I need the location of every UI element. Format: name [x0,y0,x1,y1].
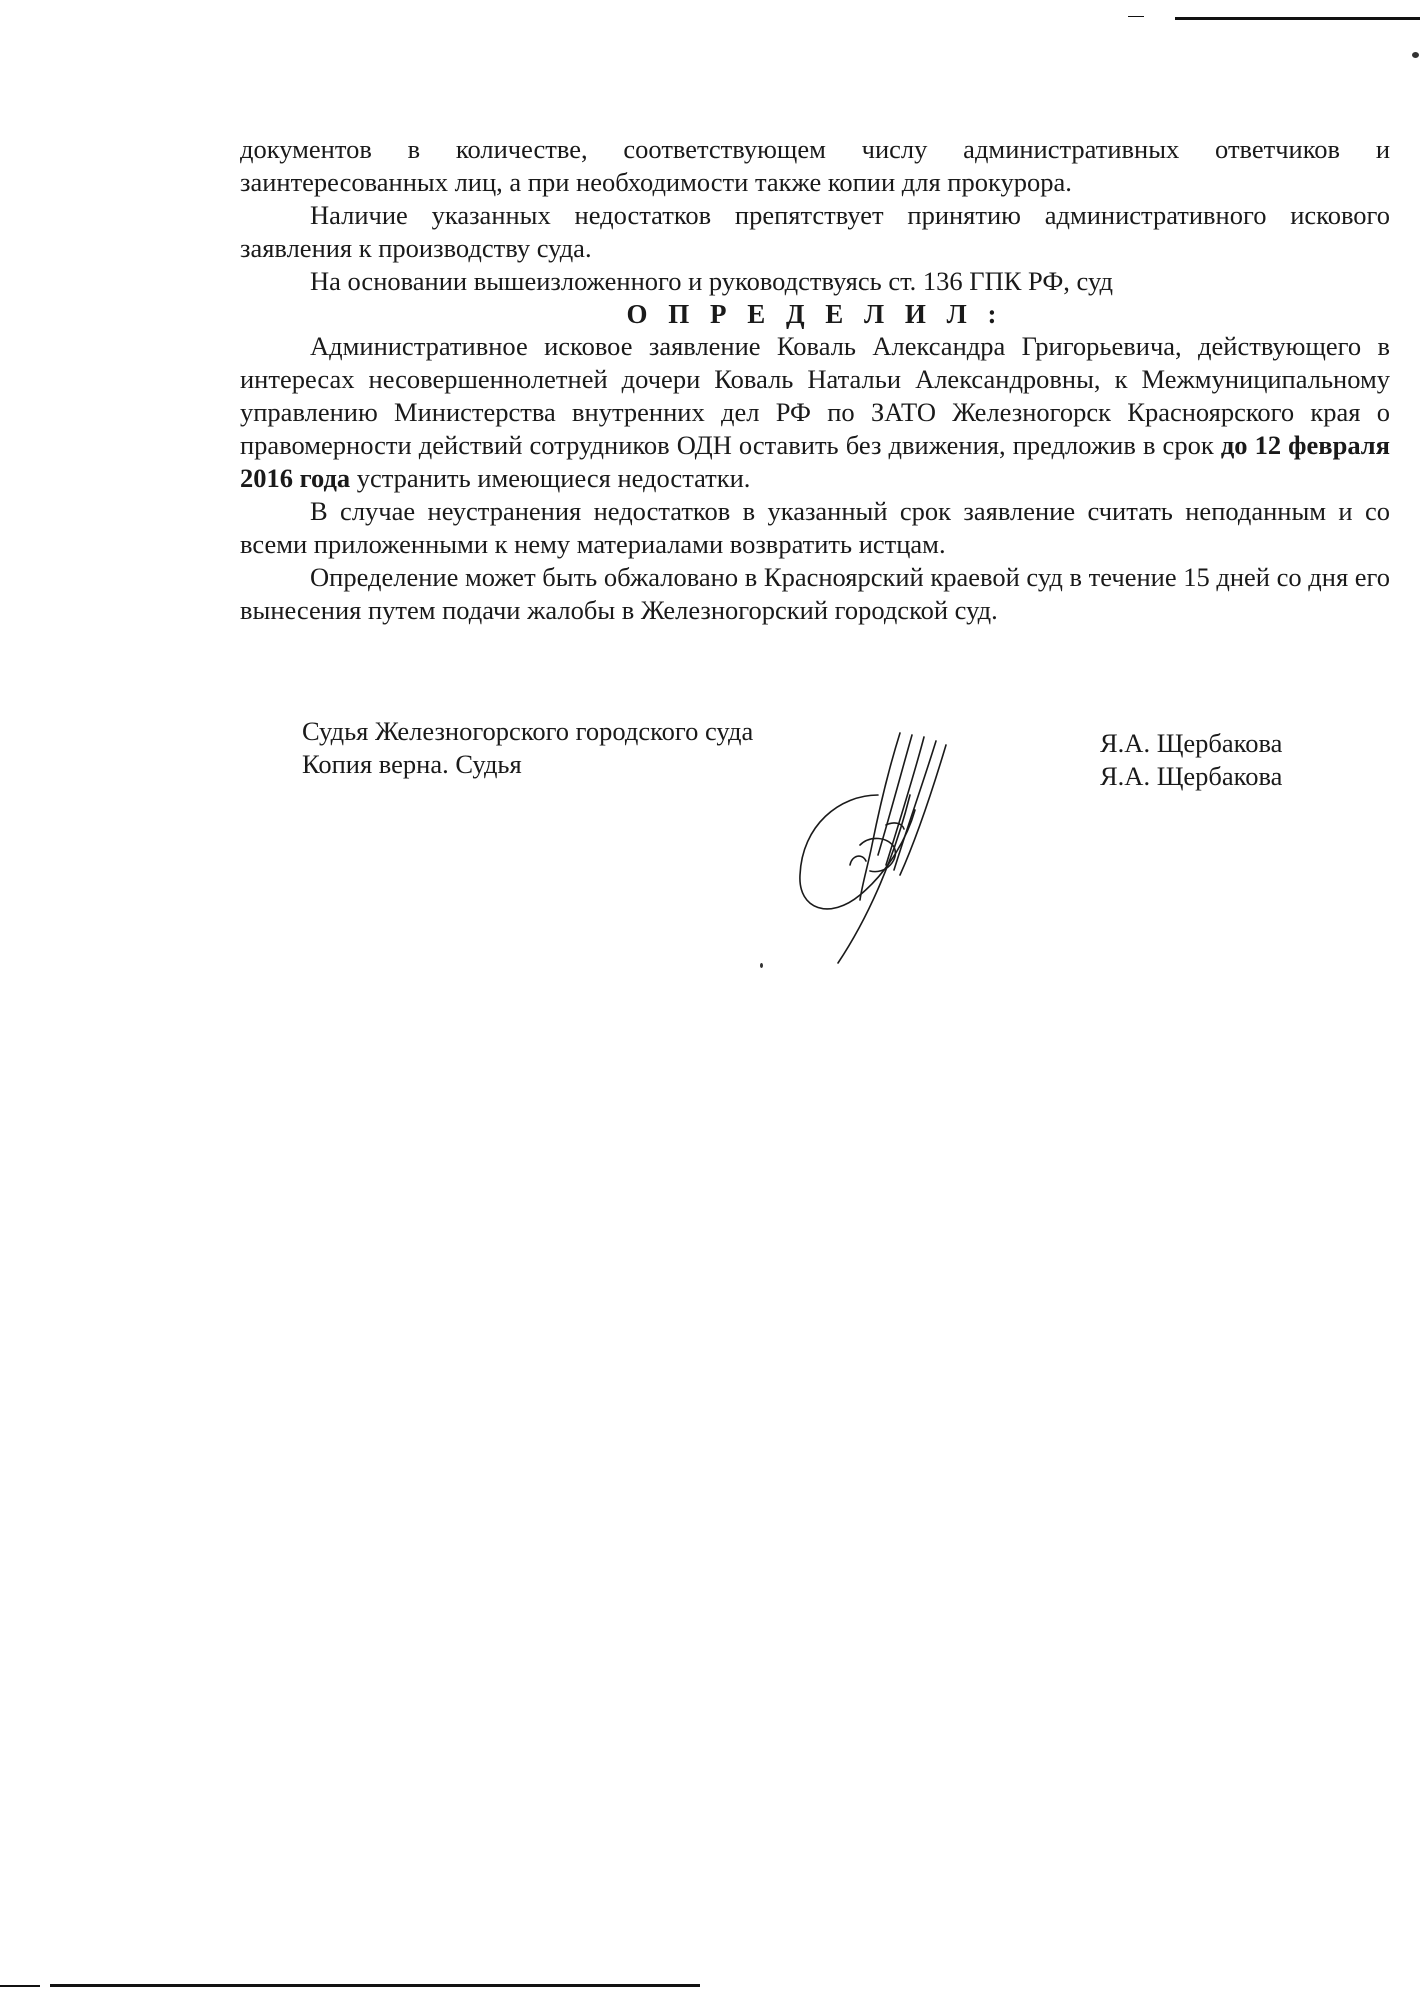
paragraph-legal-basis: На основании вышеизложенного и руководствуясь ст. 136 ГПК РФ, суд [310,266,1114,296]
handwritten-signature [790,725,980,965]
scan-edge-bottom-stub [0,1985,40,1987]
deadline-date: до 12 февраля 2016 года [240,430,1391,493]
scan-edge-top-short [1128,16,1144,17]
ruling-text-end: устранить имеющиеся недостатки. [356,463,751,493]
scan-speck-small [760,963,763,968]
copy-certified: Копия верна. Судья [302,749,522,779]
signature-block-right [1100,727,1282,793]
ruling-text: Административное исковое заявление Коваль Александра Григорьевича, действующего в интересах несовершеннолетней дочери Коваль Натальи Александровны, к Межмуниципальному управлению Министерства внутренних дел РФ по ЗАТО Железногорск Красноярского края о правомерности действий сотрудников ОДН оставить без движения, предложив в срок [240,331,1390,460]
ruling-heading: О П Р Е Д Е Л И Л : [626,299,1004,329]
document-body [240,133,1390,627]
scan-edge-top-line [1175,17,1420,20]
paragraph-return-condition: В случае неустранения недостатков в указанный срок заявление считать неподанным и со всеми приложенными к нему материалами возвратить истцам. [240,496,1390,559]
paragraph-appeal: Определение может быть обжаловано в Красноярский краевой суд в течение 15 дней со дня его вынесения путем подачи жалобы в Железногорский городской суд. [240,562,1390,625]
scan-speck [1412,52,1419,58]
signature-block-left [302,715,753,781]
judge-name-copy: Я.А. Щербакова [1100,761,1283,791]
judge-title: Судья Железногорского городского суда [302,716,754,746]
paragraph-ruling [240,330,1390,495]
scan-edge-bottom-line [50,1984,700,1987]
paragraph-copies-requirement: документов в количестве, соответствующем числу административных ответчиков и заинтересованных лиц, а при необходимости также копии для прокурора. [240,134,1390,197]
paragraph-deficiencies: Наличие указанных недостатков препятствует принятию административного искового заявления к производству суда. [240,200,1390,263]
judge-name: Я.А. Щербакова [1100,728,1283,758]
